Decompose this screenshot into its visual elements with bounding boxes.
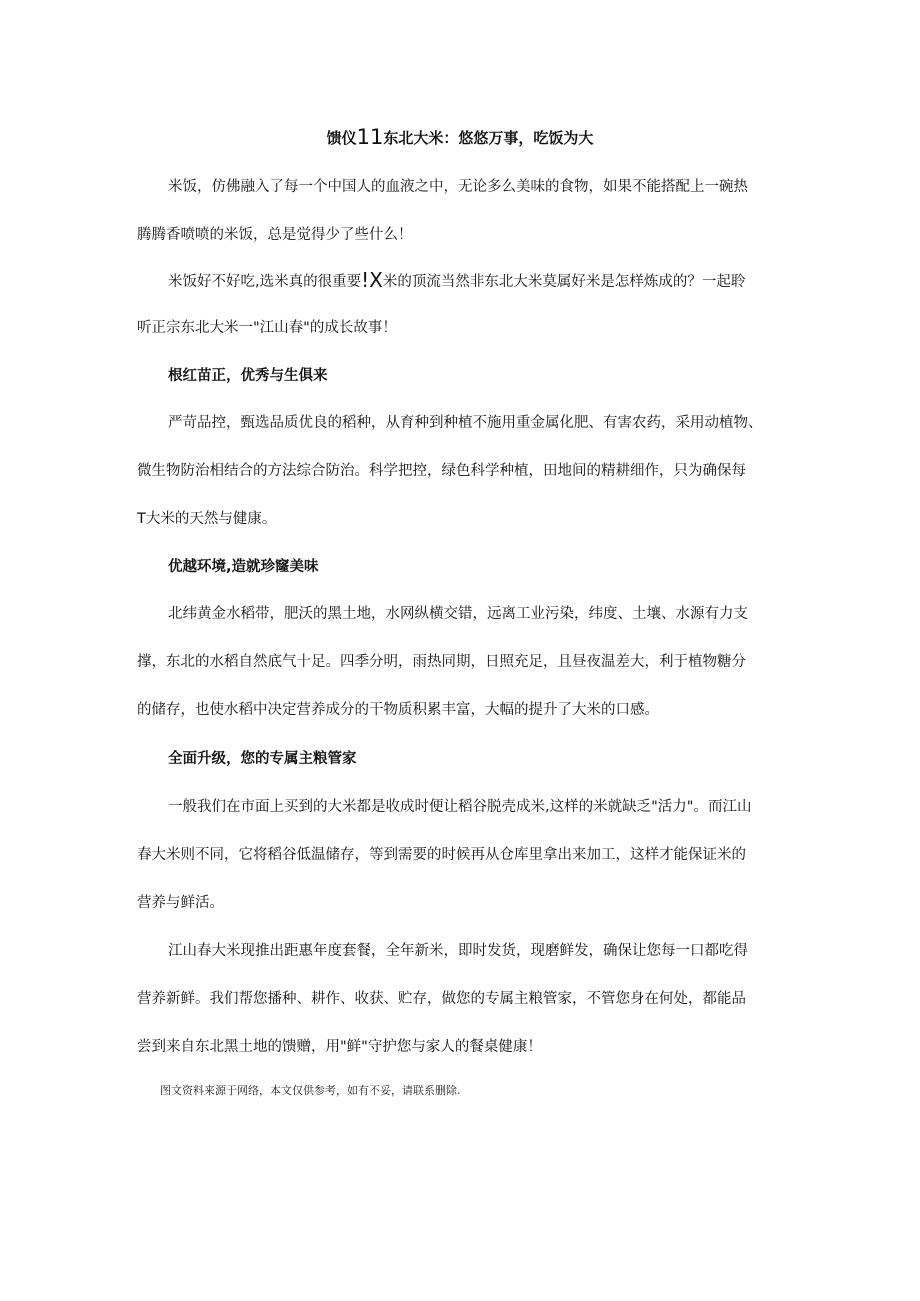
section-heading-1: 根红苗正，优秀与生俱来 bbox=[168, 368, 328, 384]
document-title bbox=[0, 126, 920, 149]
text-line: 尝到来自东北黑土地的馈赠，用"鲜"守护您与家人的餐桌健康！ bbox=[137, 1039, 542, 1055]
section-3-body bbox=[137, 783, 787, 927]
text-line: 北纬黄金水稻带，肥沃的黑土地，水网纵横交错，远离工业污染，纬度、土壤、水源有力支 bbox=[168, 606, 748, 622]
text-line: 江山春大米现推出距惠年度套餐，全年新米，即时发货，现磨鲜发，确保让您每一口都吃得 bbox=[168, 943, 748, 959]
text-line: 一般我们在市面上买到的大米都是收成时便让稻谷脱壳成米,这样的米就缺乏"活力"。而江山 bbox=[168, 799, 752, 815]
intro-paragraph-1 bbox=[137, 163, 787, 259]
text-line: 营养新鲜。我们帮您播种、耕作、收获、贮存，做您的专属主粮管家，不管您身在何处，都能品 bbox=[137, 991, 746, 1007]
section-heading-2: 优越环境,造就珍窿美味 bbox=[168, 559, 319, 575]
source-footnote: 图文资料来源于网络，本文仅供参考，如有不妥，请联系删除. bbox=[160, 1084, 461, 1097]
text-fragment: 米的顶流当然非东北大米莫属好米是怎样炼成的？一起聆 bbox=[382, 274, 746, 290]
text-line: 春大米则不同，它将稻谷低温储存，等到需要的时候再从仓库里拿出来加工，这样才能保证米的 bbox=[137, 847, 746, 863]
text-line: 腾腾香喷喷的米饭，总是觉得少了些什么！ bbox=[137, 227, 413, 243]
text-line bbox=[137, 256, 787, 304]
text-line: 撑，东北的水稻自然底气十足。四季分明，雨热同期，日照充足，且昼夜温差大，利于植物糖分 bbox=[137, 654, 746, 670]
section-2-body bbox=[137, 590, 787, 734]
text-line: 严苛品控，甄选品质优良的稻种，从育种到种植不施用重金属化肥、有害农药，采用动植物、 bbox=[168, 415, 763, 431]
title-prefix: 馈仪 bbox=[326, 129, 357, 147]
text-fragment: !X bbox=[361, 268, 383, 292]
intro-paragraph-2 bbox=[137, 256, 787, 352]
text-line: T大米的天然与健康。 bbox=[137, 511, 277, 527]
text-line: 的储存，也使水稻中决定营养成分的干物质积累丰富，大幅的提升了大米的口感。 bbox=[137, 702, 659, 718]
text-fragment: 米饭好不好吃,选米真的很重要 bbox=[168, 274, 362, 290]
closing-paragraph bbox=[137, 927, 787, 1071]
text-line: 米饭，仿佛融入了每一个中国人的血液之中，无论多么美味的食物，如果不能搭配上一碗热 bbox=[168, 179, 748, 195]
text-line: 营养与鲜活。 bbox=[137, 895, 224, 911]
section-1-body bbox=[137, 399, 787, 543]
text-line: 听正宗东北大米一"江山春"的成长故事！ bbox=[137, 320, 397, 336]
text-line: 微生物防治相结合的方法综合防治。科学把控，绿色科学种植，田地间的精耕细作，只为确保每 bbox=[137, 463, 746, 479]
title-number: 11 bbox=[356, 125, 384, 149]
title-suffix: 东北大米：悠悠万事，吃饭为大 bbox=[383, 129, 594, 147]
section-heading-3: 全面升级，您的专属主粮管家 bbox=[168, 751, 357, 767]
